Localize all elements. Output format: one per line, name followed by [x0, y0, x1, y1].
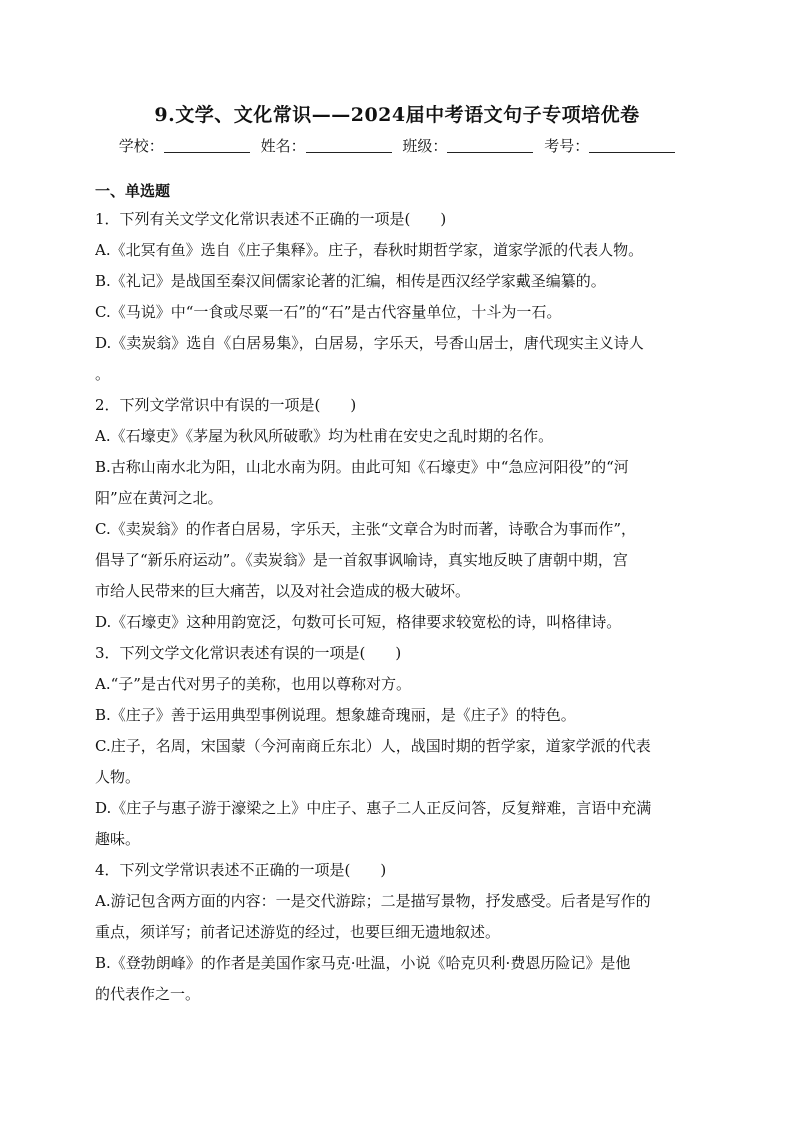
- option-line: C.《卖炭翁》的作者白居易，字乐天，主张“文章合为时而著，诗歌合为事而作”，: [95, 520, 637, 538]
- question-body: [95, 204, 705, 1010]
- option-line: A.《石壕吏》《茅屋为秋风所破歌》均为杜甫在安史之乱时期的名作。: [95, 427, 554, 445]
- option-line: B.古称山南水北为阳，山北水南为阴。由此可知《石壕吏》中“急应河阳役”的“河: [95, 458, 629, 476]
- option-line: D.《石壕吏》这种用韵宽泛，句数可长可短，格律要求较宽松的诗，叫格律诗。: [95, 613, 622, 631]
- option-line: 。: [95, 365, 111, 383]
- question-line: 4．下列文学常识表述不正确的一项是( ): [95, 861, 387, 879]
- name-blank[interactable]: [306, 138, 392, 153]
- class-blank[interactable]: [447, 138, 533, 153]
- number-blank[interactable]: [589, 138, 675, 153]
- option-line: D.《庄子与惠子游于濠梁之上》中庄子、惠子二人正反问答，反复辩难，言语中充满: [95, 799, 652, 817]
- option-line: 倡导了“新乐府运动”。《卖炭翁》是一首叙事讽喻诗，真实地反映了唐朝中期，宫: [95, 551, 628, 569]
- class-label: 班级：: [402, 137, 448, 155]
- section-heading: 一、单选题: [95, 182, 171, 200]
- option-line: C.《马说》中“一食或尽粟一石”的“石”是古代容量单位，十斗为一石。: [95, 303, 562, 321]
- option-line: B.《登勃朗峰》的作者是美国作家马克·吐温，小说《哈克贝利·费恩历险记》是他: [95, 954, 631, 972]
- option-line: A.《北冥有鱼》选自《庄子集释》。庄子，春秋时期哲学家，道家学派的代表人物。: [95, 241, 644, 259]
- option-line: B.《庄子》善于运用典型事例说理。想象雄奇瑰丽，是《庄子》的特色。: [95, 706, 576, 724]
- school-blank[interactable]: [164, 138, 250, 153]
- name-label: 姓名：: [260, 137, 306, 155]
- option-line: 市给人民带来的巨大痛苦，以及对社会造成的极大破坏。: [95, 582, 471, 600]
- option-line: A.“子”是古代对男子的美称，也用以尊称对方。: [95, 675, 411, 693]
- option-line: B.《礼记》是战国至秦汉间儒家论著的汇编，相传是西汉经学家戴圣编纂的。: [95, 272, 606, 290]
- question-line: 2．下列文学常识中有误的一项是( ): [95, 396, 357, 414]
- option-line: D.《卖炭翁》选自《白居易集》，白居易，字乐天，号香山居士，唐代现实主义诗人: [95, 334, 644, 352]
- option-line: 人物。: [95, 768, 141, 786]
- option-line: 的代表作之一。: [95, 985, 201, 1003]
- school-label: 学校：: [118, 137, 164, 155]
- option-line: A.游记包含两方面的内容：一是交代游踪；二是描写景物，抒发感受。后者是写作的: [95, 892, 651, 910]
- student-info-row: [0, 135, 794, 156]
- question-line: 3．下列文学文化常识表述有误的一项是( ): [95, 644, 402, 662]
- option-line: C.庄子，名周，宋国蒙（今河南商丘东北）人，战国时期的哲学家，道家学派的代表: [95, 737, 651, 755]
- option-line: 重点，须详写；前者记述游览的经过，也要巨细无遗地叙述。: [95, 923, 501, 941]
- question-line: 1．下列有关文学文化常识表述不正确的一项是( ): [95, 210, 447, 228]
- option-line: 趣味。: [95, 830, 141, 848]
- option-line: 阳”应在黄河之北。: [95, 489, 223, 507]
- page-title: 9.文学、文化常识——2024届中考语文句子专项培优卷: [154, 104, 640, 126]
- number-label: 考号：: [544, 137, 590, 155]
